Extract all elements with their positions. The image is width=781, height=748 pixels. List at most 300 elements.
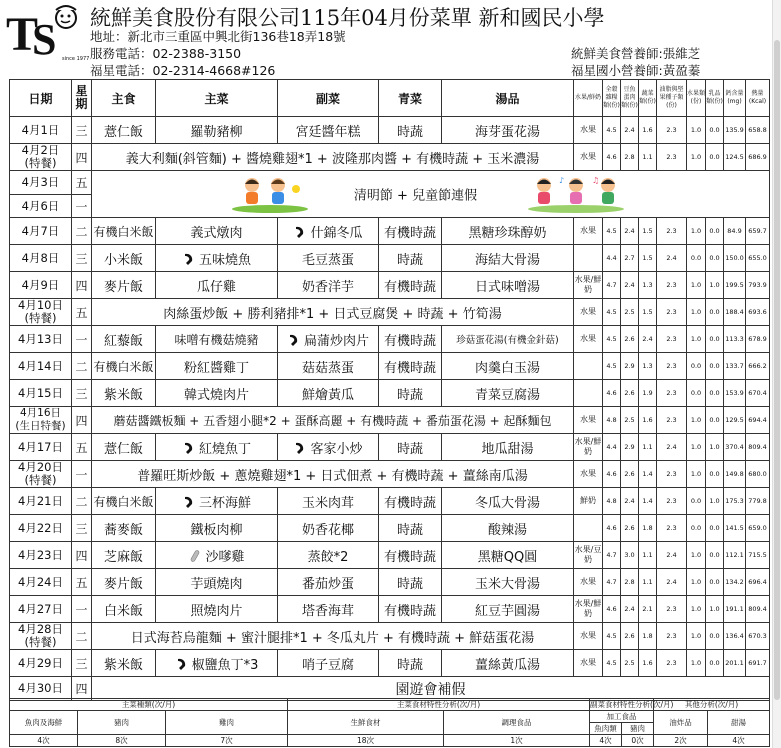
- row-soup: 黑糖珍珠醇奶: [442, 218, 574, 245]
- holiday-text: 園遊會補假: [92, 677, 770, 701]
- row-n1: 4.4: [603, 434, 621, 461]
- table-row: [10, 299, 770, 326]
- row-staple: 白米飯: [92, 596, 156, 623]
- row-n4: 2.4: [657, 245, 687, 272]
- row-n7: 199.5: [724, 272, 746, 299]
- row-n2: 2.9: [621, 353, 639, 380]
- row-date: 4月22日: [10, 515, 72, 542]
- row-dow: 五: [72, 299, 92, 326]
- row-n4: 2.3: [657, 623, 687, 650]
- row-n6: 1.0: [706, 272, 724, 299]
- row-staple: 紅藜飯: [92, 326, 156, 353]
- company-nutritionist: 統鮮美食營養師:張維芝: [571, 46, 701, 61]
- row-date: 4月3日: [10, 171, 72, 195]
- row-n6: 0.0: [706, 218, 724, 245]
- row-side: 塔香海茸: [278, 596, 379, 623]
- row-fruit: [574, 380, 603, 407]
- table-row: [10, 623, 770, 650]
- row-date: 4月8日: [10, 245, 72, 272]
- row-veg: 有機時蔬: [379, 488, 442, 515]
- table-row: [10, 380, 770, 407]
- col-dow: 星期: [72, 80, 92, 117]
- table-row: [10, 272, 770, 299]
- row-n6: 0.0: [706, 353, 724, 380]
- row-n4: 2.4: [657, 542, 687, 569]
- row-n7: 201.1: [724, 650, 746, 677]
- row-n4: 2.3: [657, 650, 687, 677]
- row-dow: 三: [72, 245, 92, 272]
- col-soup: 湯品: [442, 80, 574, 117]
- row-n2: 2.4: [621, 272, 639, 299]
- row-n4: 2.3: [657, 488, 687, 515]
- row-side: 宮廷醬年糕: [278, 117, 379, 144]
- row-n2: 2.4: [621, 117, 639, 144]
- row-n4: 2.3: [657, 299, 687, 326]
- row-n2: 2.8: [621, 144, 639, 171]
- summary-value: 1次: [444, 735, 590, 747]
- row-n4: 2.3: [657, 144, 687, 171]
- row-fruit: 水果/鮮奶: [574, 272, 603, 299]
- row-n2: 2.8: [621, 569, 639, 596]
- row-n8: 670.3: [746, 623, 770, 650]
- summary-table: [9, 698, 770, 747]
- row-n1: 4.6: [603, 596, 621, 623]
- row-dow: 二: [72, 218, 92, 245]
- vegetarian-icon: [293, 225, 307, 239]
- row-main: 芋頭燒肉: [156, 569, 278, 596]
- row-n8: 680.0: [746, 461, 770, 488]
- row-soup: 冬瓜大骨湯: [442, 488, 574, 515]
- row-n3: 1.4: [639, 488, 657, 515]
- row-n7: 153.9: [724, 380, 746, 407]
- row-n7: 191.1: [724, 596, 746, 623]
- row-side: 玉米肉茸: [278, 488, 379, 515]
- table-row: [10, 218, 770, 245]
- row-n8: 659.0: [746, 515, 770, 542]
- row-soup: 薑絲黃瓜湯: [442, 650, 574, 677]
- summary-header-ingredient: 主菜食材特性分析(次/月): [288, 699, 590, 711]
- row-n8: 779.8: [746, 488, 770, 515]
- col-side: 副菜: [278, 80, 379, 117]
- row-n3: 1.8: [639, 623, 657, 650]
- row-main: 味噌有機菇燒豬: [156, 326, 278, 353]
- row-n7: 188.4: [724, 299, 746, 326]
- row-staple: 麥片飯: [92, 272, 156, 299]
- row-soup: 地瓜甜湯: [442, 434, 574, 461]
- row-staple: 紫米飯: [92, 650, 156, 677]
- page-title: 統鮮美食股份有限公司115年04月份菜單 新和國民小學: [90, 6, 605, 30]
- row-n3: 1.3: [639, 272, 657, 299]
- row-n6: 0.0: [706, 326, 724, 353]
- row-n3: 1.1: [639, 542, 657, 569]
- row-dow: 一: [72, 596, 92, 623]
- row-n5: 1.0: [687, 326, 706, 353]
- table-row: [10, 542, 770, 569]
- summary-label: 魚肉類: [590, 723, 622, 735]
- row-date: 4月9日: [10, 272, 72, 299]
- summary-header-other: 其他分析(次/月): [654, 699, 770, 711]
- row-n6: 0.0: [706, 117, 724, 144]
- vertical-scrollbar[interactable]: [772, 0, 781, 748]
- col-fruit: 水果/鮮奶: [574, 80, 603, 117]
- row-side: 番茄炒蛋: [278, 569, 379, 596]
- row-main: 羅勒豬柳: [156, 117, 278, 144]
- row-soup: 日式味噌湯: [442, 272, 574, 299]
- scrollbar-thumb[interactable]: [774, 40, 780, 700]
- table-row: [10, 117, 770, 144]
- row-fruit: 水果: [574, 623, 603, 650]
- skewer-icon: [188, 549, 202, 563]
- row-n6: 0.0: [706, 542, 724, 569]
- table-row: [10, 434, 770, 461]
- row-n7: 150.0: [724, 245, 746, 272]
- col-main: 主菜: [156, 80, 278, 117]
- col-n3: 蔬菜類(份): [639, 80, 657, 117]
- summary-value: 4次: [10, 735, 78, 747]
- row-n6: 0.0: [706, 623, 724, 650]
- row-fruit: [574, 353, 603, 380]
- row-n4: 2.3: [657, 515, 687, 542]
- row-n3: 1.9: [639, 380, 657, 407]
- row-date: 4月20日 (特餐): [10, 461, 72, 488]
- row-date: 4月1日: [10, 117, 72, 144]
- row-soup: 海芽蛋花湯: [442, 117, 574, 144]
- row-n7: 133.7: [724, 353, 746, 380]
- row-n1: 4.5: [603, 623, 621, 650]
- row-side: 菇菇蒸蛋: [278, 353, 379, 380]
- row-fruit: 水果: [574, 218, 603, 245]
- row-dow: 四: [72, 407, 92, 434]
- row-n1: 4.5: [603, 650, 621, 677]
- svg-text:since 1977: since 1977: [62, 56, 90, 62]
- row-n6: 1.0: [706, 488, 724, 515]
- col-n1: 全穀雜糧類(份): [603, 80, 621, 117]
- summary-label: 油炸品: [654, 711, 708, 735]
- row-n4: 2.3: [657, 326, 687, 353]
- row-dow: 一: [72, 326, 92, 353]
- row-n5: 1.0: [687, 272, 706, 299]
- row-date: 4月10日 (特餐): [10, 299, 72, 326]
- row-soup: 珍菇蛋花湯(有機金針菇): [442, 326, 574, 353]
- svg-text:♫: ♫: [592, 176, 600, 185]
- row-veg: 時蔬: [379, 650, 442, 677]
- row-n7: 370.4: [724, 434, 746, 461]
- row-n5: 1.0: [687, 117, 706, 144]
- row-side: 哨子豆腐: [278, 650, 379, 677]
- row-n8: 793.9: [746, 272, 770, 299]
- row-n5: 1.0: [687, 569, 706, 596]
- row-n2: 2.6: [621, 623, 639, 650]
- row-n8: 696.4: [746, 569, 770, 596]
- row-staple: 有機白米飯: [92, 218, 156, 245]
- company-logo: [6, 4, 90, 64]
- row-n8: 694.4: [746, 407, 770, 434]
- row-n1: 4.8: [603, 407, 621, 434]
- row-n1: 4.5: [603, 326, 621, 353]
- row-fruit: 水果: [574, 326, 603, 353]
- row-veg: 時蔬: [379, 117, 442, 144]
- row-n5: 1.0: [687, 218, 706, 245]
- row-n5: 0.0: [687, 380, 706, 407]
- row-special-menu: 普羅旺斯炒飯 + 蔥燒雞翅*1 + 日式佃煮 + 有機時蔬 + 薑絲南瓜湯: [92, 461, 574, 488]
- summary-value: 4次: [708, 735, 770, 747]
- row-n2: 2.9: [621, 434, 639, 461]
- row-n6: 0.0: [706, 569, 724, 596]
- row-n7: 135.9: [724, 117, 746, 144]
- row-fruit: 水果: [574, 407, 603, 434]
- summary-value: 8次: [78, 735, 166, 747]
- svg-text:S: S: [32, 15, 57, 64]
- row-dow: 三: [72, 117, 92, 144]
- summary-value: 4次: [590, 735, 622, 747]
- row-dow: 四: [72, 272, 92, 299]
- row-n1: 4.5: [603, 353, 621, 380]
- row-n7: 149.8: [724, 461, 746, 488]
- row-n5: 1.0: [687, 299, 706, 326]
- row-fruit: 水果: [574, 117, 603, 144]
- row-dow: 三: [72, 515, 92, 542]
- row-date: 4月30日: [10, 677, 72, 701]
- summary-label: 調理食品: [444, 711, 590, 735]
- table-row: [10, 488, 770, 515]
- row-n4: 2.3: [657, 272, 687, 299]
- row-staple: 紫米飯: [92, 380, 156, 407]
- row-n8: 658.8: [746, 117, 770, 144]
- children-illustration: [521, 175, 631, 213]
- table-row: [10, 144, 770, 171]
- table-row: [10, 245, 770, 272]
- row-side: 蒸餃*2: [278, 542, 379, 569]
- row-n1: 4.7: [603, 272, 621, 299]
- row-date: 4月24日: [10, 569, 72, 596]
- row-fruit: [574, 245, 603, 272]
- holiday-cell: [92, 171, 770, 218]
- row-soup: 海結大骨湯: [442, 245, 574, 272]
- row-n2: 2.6: [621, 380, 639, 407]
- row-staple: 薏仁飯: [92, 117, 156, 144]
- row-n8: 715.5: [746, 542, 770, 569]
- summary-value: 7次: [166, 735, 288, 747]
- row-n1: 4.5: [603, 117, 621, 144]
- row-soup: 酸辣湯: [442, 515, 574, 542]
- row-veg: 時蔬: [379, 569, 442, 596]
- row-n4: 2.4: [657, 434, 687, 461]
- row-dow: 五: [72, 569, 92, 596]
- row-main: 粉紅醬雞丁: [156, 353, 278, 380]
- row-n4: 2.3: [657, 461, 687, 488]
- col-n2: 豆魚蛋肉類(份): [621, 80, 639, 117]
- row-n2: 2.7: [621, 245, 639, 272]
- row-dow: 一: [72, 461, 92, 488]
- row-n5: 1.0: [687, 650, 706, 677]
- col-n5: 水果類(份): [687, 80, 706, 117]
- row-veg: 有機時蔬: [379, 353, 442, 380]
- row-side: 鮮燴黃瓜: [278, 380, 379, 407]
- summary-header-side: 副菜食材特性分析(次/月): [590, 700, 674, 709]
- row-staple: 有機白米飯: [92, 353, 156, 380]
- row-n7: 175.3: [724, 488, 746, 515]
- row-dow: 二: [72, 353, 92, 380]
- row-dow: 五: [72, 434, 92, 461]
- seafood-icon: [175, 657, 189, 671]
- row-n3: 1.5: [639, 245, 657, 272]
- row-n3: 1.8: [639, 515, 657, 542]
- row-n2: 2.4: [621, 488, 639, 515]
- row-dow: 三: [72, 380, 92, 407]
- seafood-icon: [182, 495, 196, 509]
- row-n4: 2.3: [657, 353, 687, 380]
- row-veg: 有機時蔬: [379, 542, 442, 569]
- row-special-menu: 義大利麵(斜管麵) + 醬燒雞翅*1 + 波隆那肉醬 + 有機時蔬 + 玉米濃湯: [92, 144, 574, 171]
- school-nutritionist: 福星國小營養師:黃盈蓁: [571, 63, 701, 78]
- row-n2: 2.4: [621, 218, 639, 245]
- row-fruit: 水果: [574, 461, 603, 488]
- row-soup: 青菜豆腐湯: [442, 380, 574, 407]
- row-n1: 4.5: [603, 299, 621, 326]
- row-n4: 2.3: [657, 117, 687, 144]
- row-n1: 4.8: [603, 488, 621, 515]
- row-side: 奶香洋芋: [278, 272, 379, 299]
- svg-text:♪: ♪: [559, 176, 565, 185]
- row-n5: 1.0: [687, 623, 706, 650]
- row-dow: 四: [72, 677, 92, 701]
- row-main: 三杯海鮮: [156, 488, 278, 515]
- row-n7: 141.5: [724, 515, 746, 542]
- row-n3: 1.5: [639, 299, 657, 326]
- table-row: [10, 461, 770, 488]
- row-soup: 肉羹白玉湯: [442, 353, 574, 380]
- row-dow: 二: [72, 488, 92, 515]
- row-fruit: 水果/鮮奶: [574, 596, 603, 623]
- row-n7: 84.9: [724, 218, 746, 245]
- row-n8: 655.0: [746, 245, 770, 272]
- row-special-menu: 蘑菇醬鐵板麵 + 五香翅小腿*2 + 蛋酥高麗 + 有機時蔬 + 番茄蛋花湯 + 起酥麵包: [92, 407, 574, 434]
- row-n3: 1.6: [639, 117, 657, 144]
- row-n5: 1.0: [687, 434, 706, 461]
- row-veg: 時蔬: [379, 245, 442, 272]
- address: 地址：新北市三重區中興北街136巷18弄18號: [90, 29, 346, 44]
- row-n2: 2.5: [621, 299, 639, 326]
- row-main: 照燒肉片: [156, 596, 278, 623]
- row-dow: 三: [72, 650, 92, 677]
- children-illustration: [230, 175, 310, 213]
- row-main: 沙嗲雞: [156, 542, 278, 569]
- row-n3: 2.1: [639, 596, 657, 623]
- row-side: 什錦冬瓜: [278, 218, 379, 245]
- row-n5: 0.0: [687, 488, 706, 515]
- row-n8: 686.9: [746, 144, 770, 171]
- row-side: 扁蒲炒肉片: [278, 326, 379, 353]
- row-date: 4月14日: [10, 353, 72, 380]
- row-n5: 0.0: [687, 515, 706, 542]
- row-soup: 玉米大骨湯: [442, 569, 574, 596]
- row-n4: 2.3: [657, 380, 687, 407]
- row-date: 4月27日: [10, 596, 72, 623]
- row-n3: 1.6: [639, 407, 657, 434]
- row-date: 4月21日: [10, 488, 72, 515]
- row-dow: 二: [72, 623, 92, 650]
- row-n3: 1.1: [639, 569, 657, 596]
- row-main: 韓式燒肉片: [156, 380, 278, 407]
- row-fruit: [574, 515, 603, 542]
- col-date: 日期: [10, 80, 72, 117]
- menu-table: [9, 79, 770, 701]
- row-n6: 0.0: [706, 407, 724, 434]
- row-n8: 809.4: [746, 434, 770, 461]
- row-n4: 2.3: [657, 596, 687, 623]
- vegetarian-icon: [293, 441, 307, 455]
- summary-label: 雞肉: [166, 711, 288, 735]
- row-fruit: 水果/豆奶: [574, 542, 603, 569]
- svg-text:T: T: [6, 8, 39, 61]
- row-veg: 時蔬: [379, 515, 442, 542]
- table-row: [10, 353, 770, 380]
- row-fruit: 水果: [574, 299, 603, 326]
- table-row: [10, 650, 770, 677]
- summary-label: 生鮮食材: [288, 711, 444, 735]
- row-n6: 0.0: [706, 650, 724, 677]
- row-side: 客家小炒: [278, 434, 379, 461]
- row-staple: 芝麻飯: [92, 542, 156, 569]
- vegetarian-icon: [287, 333, 301, 347]
- row-n8: 693.6: [746, 299, 770, 326]
- row-fruit: 水果/鮮奶: [574, 434, 603, 461]
- row-n3: 1.5: [639, 218, 657, 245]
- row-main: 椒鹽魚丁*3: [156, 650, 278, 677]
- summary-label: 加工食品: [590, 711, 654, 723]
- row-date: 4月23日: [10, 542, 72, 569]
- row-n5: 1.0: [687, 596, 706, 623]
- row-n8: 659.7: [746, 218, 770, 245]
- row-n6: 0.0: [706, 299, 724, 326]
- table-row: [10, 515, 770, 542]
- row-date: 4月13日: [10, 326, 72, 353]
- table-row: [10, 326, 770, 353]
- row-n7: 134.2: [724, 569, 746, 596]
- col-n7: 鈣含量(mg): [724, 80, 746, 117]
- row-fruit: 水果: [574, 650, 603, 677]
- row-date: 4月28日 (特餐): [10, 623, 72, 650]
- summary-label: 豬肉: [622, 723, 654, 735]
- row-n4: 2.3: [657, 218, 687, 245]
- row-n1: 4.6: [603, 461, 621, 488]
- row-dow: 五: [72, 171, 92, 195]
- row-main: 瓜仔雞: [156, 272, 278, 299]
- row-veg: 有機時蔬: [379, 326, 442, 353]
- row-main: 五味燒魚: [156, 245, 278, 272]
- row-n4: 2.4: [657, 569, 687, 596]
- row-special-menu: 肉絲蛋炒飯 + 勝利豬排*1 + 日式豆腐煲 + 時蔬 + 竹筍湯: [92, 299, 574, 326]
- row-n6: 0.0: [706, 380, 724, 407]
- row-n1: 4.7: [603, 542, 621, 569]
- row-date: 4月7日: [10, 218, 72, 245]
- row-n2: 2.4: [621, 596, 639, 623]
- row-dow: 四: [72, 144, 92, 171]
- row-n5: 1.0: [687, 407, 706, 434]
- row-fruit: 水果: [574, 569, 603, 596]
- row-main: 鐵板肉柳: [156, 515, 278, 542]
- row-veg: 時蔬: [379, 434, 442, 461]
- row-n5: 1.0: [687, 542, 706, 569]
- row-n1: 4.5: [603, 218, 621, 245]
- col-staple: 主食: [92, 80, 156, 117]
- row-n8: 691.7: [746, 650, 770, 677]
- table-row: [10, 677, 770, 701]
- row-side: 毛豆蒸蛋: [278, 245, 379, 272]
- table-row: [10, 596, 770, 623]
- row-n3: 2.4: [639, 326, 657, 353]
- row-n6: 0.0: [706, 515, 724, 542]
